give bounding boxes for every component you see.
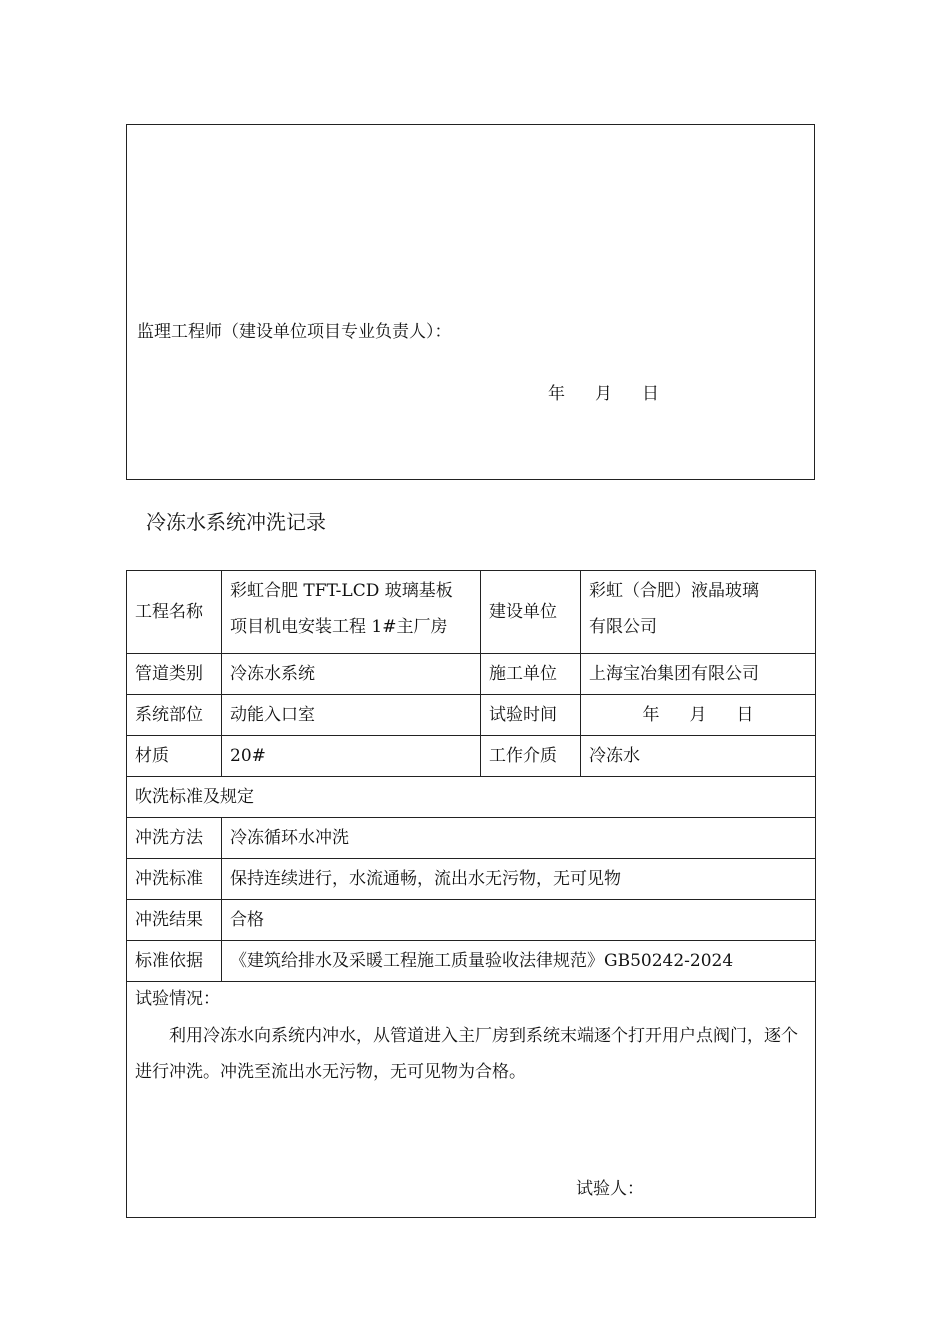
medium-label: 工作介质	[481, 736, 581, 777]
date-day: 日	[736, 705, 754, 725]
table-row	[127, 941, 816, 982]
standard-label: 冲洗标准	[127, 859, 222, 900]
test-time-label: 试验时间	[481, 695, 581, 736]
test-situation-cell	[127, 982, 816, 1218]
contractor-value: 上海宝冶集团有限公司	[581, 654, 816, 695]
standards-header: 吹洗标准及规定	[127, 777, 816, 818]
project-name-line: 项目机电安装工程 1#主厂房	[230, 617, 448, 637]
material-label: 材质	[127, 736, 222, 777]
table-row	[127, 654, 816, 695]
test-time-value	[581, 695, 816, 736]
date-year: 年	[548, 384, 565, 404]
test-situation-text: 利用冷冻水向系统内冲水，从管道进入主厂房到系统末端逐个打开用户点阀门，逐个进行冲洗。冲洗至流出水无污物，无可见物为合格。	[135, 1026, 798, 1082]
system-part-label: 系统部位	[127, 695, 222, 736]
date-month: 月	[689, 705, 707, 725]
contractor-label: 施工单位	[481, 654, 581, 695]
flush-record-table	[126, 570, 816, 1218]
document-title: 冷冻水系统冲洗记录	[146, 510, 326, 534]
date-month: 月	[595, 384, 612, 404]
basis-value: 《建筑给排水及采暖工程施工质量验收法律规范》GB50242-2024	[222, 941, 816, 982]
method-label: 冲洗方法	[127, 818, 222, 859]
supervisor-signature-date	[548, 379, 659, 404]
result-label: 冲洗结果	[127, 900, 222, 941]
project-name-line: 彩虹合肥 TFT-LCD 玻璃基板	[230, 581, 453, 601]
project-name-label: 工程名称	[127, 571, 222, 654]
table-row	[127, 571, 816, 654]
result-value: 合格	[222, 900, 816, 941]
basis-label: 标准依据	[127, 941, 222, 982]
table-row	[127, 777, 816, 818]
tester-label: 试验人：	[576, 1179, 644, 1199]
method-value: 冷冻循环水冲洗	[222, 818, 816, 859]
builder-label: 建设单位	[481, 571, 581, 654]
builder-line: 彩虹（合肥）液晶玻璃	[589, 581, 759, 601]
pipe-type-label: 管道类别	[127, 654, 222, 695]
table-row	[127, 695, 816, 736]
standard-value: 保持连续进行，水流通畅，流出水无污物，无可见物	[222, 859, 816, 900]
system-part-value: 动能入口室	[222, 695, 481, 736]
supervisor-signature-box	[126, 124, 815, 480]
supervisor-signature-label: 监理工程师（建设单位项目专业负责人）：	[137, 322, 452, 342]
table-row	[127, 982, 816, 1218]
pipe-type-value: 冷冻水系统	[222, 654, 481, 695]
builder-line: 有限公司	[589, 617, 657, 637]
test-situation-label: 试验情况：	[135, 989, 220, 1009]
table-row	[127, 818, 816, 859]
medium-value: 冷冻水	[581, 736, 816, 777]
table-row	[127, 736, 816, 777]
builder-value	[581, 571, 816, 654]
table-row	[127, 900, 816, 941]
project-name-value	[222, 571, 481, 654]
date-year: 年	[642, 705, 660, 725]
date-day: 日	[642, 384, 659, 404]
table-row	[127, 859, 816, 900]
material-value: 20#	[222, 736, 481, 777]
